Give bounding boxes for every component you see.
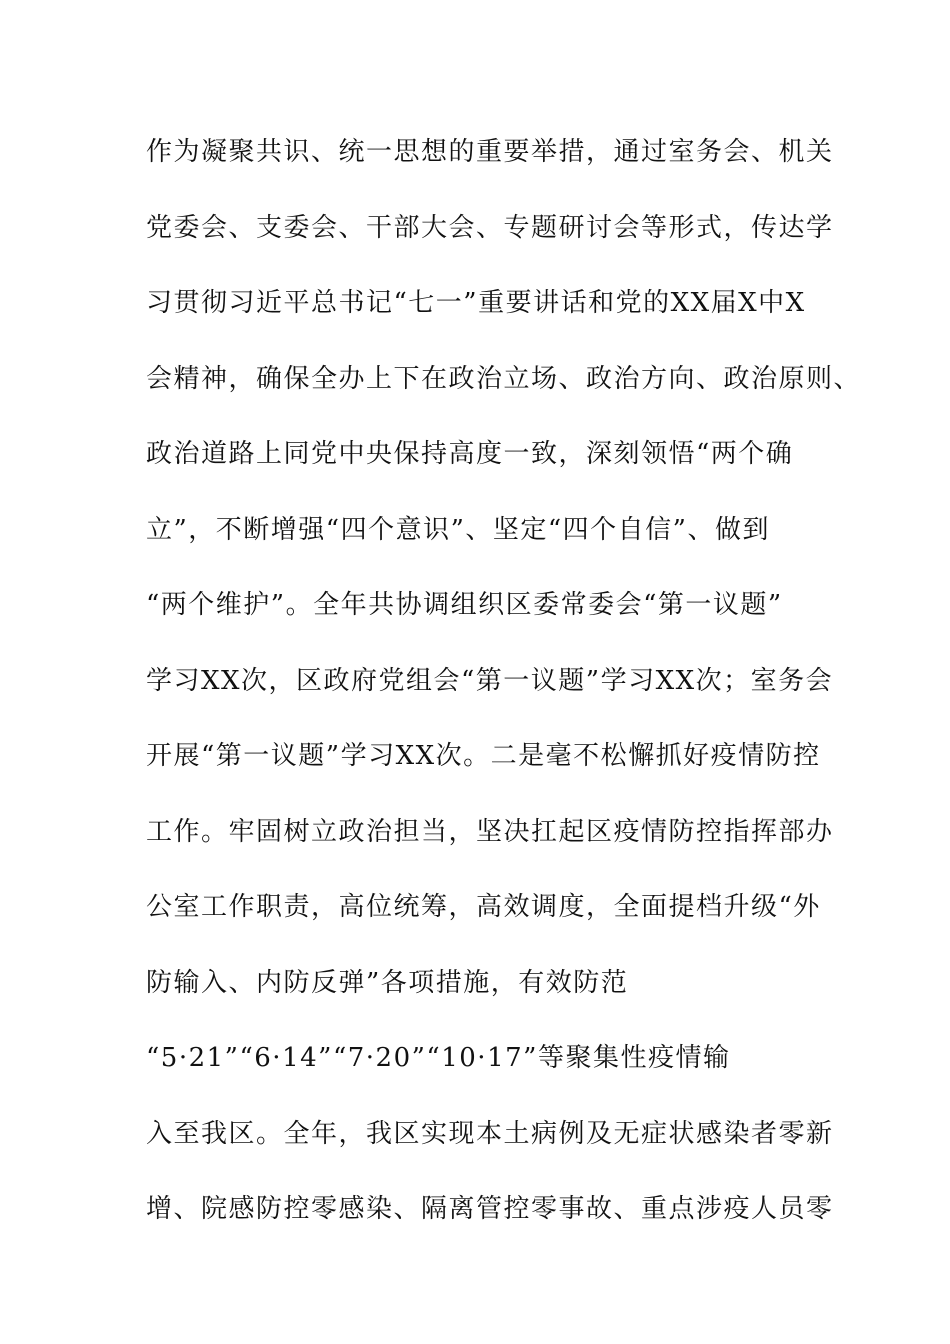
text-line: 入至我区。全年，我区实现本土病例及无症状感染者零新 <box>146 1118 834 1149</box>
text-line: “两个维护”。全年共协调组织区委常委会“第一议题” <box>146 590 783 620</box>
body-text <box>146 128 862 1261</box>
text-line: 工作。牢固树立政治担当，坚决扛起区疫情防控指挥部办 <box>146 816 834 847</box>
text-line: 政治道路上同党中央保持高度一致，深刻领悟“两个确 <box>146 439 794 469</box>
text-line: 增、院感防控零感染、隔离管控零事故、重点涉疫人员零 <box>146 1194 834 1224</box>
text-line: 习贯彻习近平总书记“七一”重要讲话和党的XX届X中X <box>146 288 806 318</box>
text-line: 公室工作职责，高位统筹，高效调度，全面提档升级“外 <box>146 892 821 922</box>
text-line: “5·21”“6·14”“7·20”“10·17”等聚集性疫情输 <box>146 1043 731 1073</box>
text-line: 防输入、内防反弹”各项措施，有效防范 <box>146 967 629 998</box>
text-line: 党委会、支委会、干部大会、专题研讨会等形式，传达学 <box>146 212 834 243</box>
text-line: 开展“第一议题”学习XX次。二是毫不松懈抓好疫情防控 <box>146 741 821 771</box>
text-line: 立”，不断增强“四个意识”、坚定“四个自信”、做到 <box>146 514 770 545</box>
text-line: 会精神，确保全办上下在政治立场、政治方向、政治原则、 <box>146 363 862 394</box>
text-line: 作为凝聚共识、统一思想的重要举措，通过室务会、机关 <box>146 137 834 167</box>
text-line: 学习XX次，区政府党组会“第一议题”学习XX次；室务会 <box>146 665 834 696</box>
